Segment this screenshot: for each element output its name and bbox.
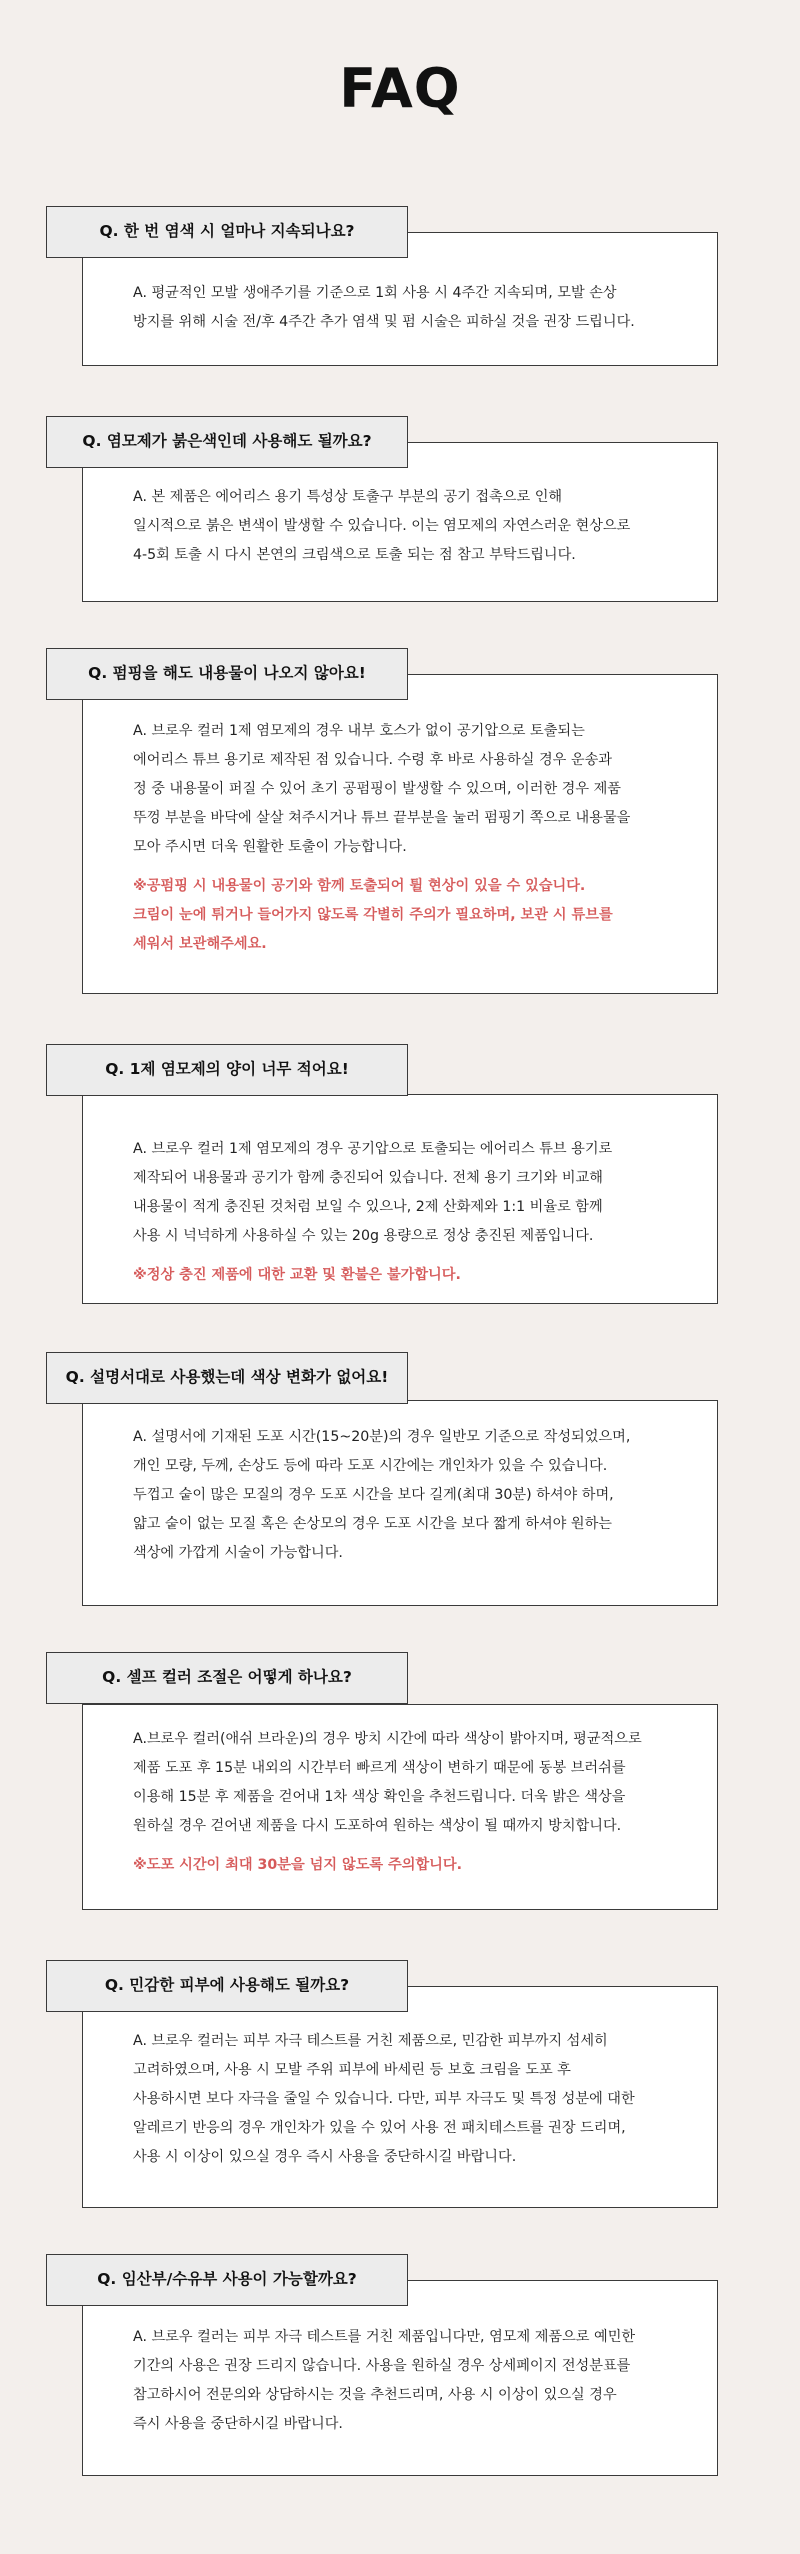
note-line: 세워서 보관해주세요. bbox=[133, 936, 267, 952]
note-line: ※공펌핑 시 내용물이 공기와 함께 토출되어 튈 현상이 있을 수 있습니다. bbox=[133, 878, 586, 894]
note-line: ※도포 시간이 최대 30분을 넘지 않도록 주의합니다. bbox=[133, 1857, 462, 1873]
answer-line: 사용 시 이상이 있으실 경우 즉시 사용을 중단하시길 바랍니다. bbox=[133, 2149, 517, 2165]
answer-line: 즉시 사용을 중단하시길 바랍니다. bbox=[133, 2416, 343, 2432]
answer-line: 4-5회 토출 시 다시 본연의 크림색으로 토출 되는 점 참고 부탁드립니다. bbox=[133, 547, 576, 563]
answer-line: A. 브로우 컬러는 피부 자극 테스트를 거친 제품으로, 민감한 피부까지 섬세히 bbox=[133, 2033, 608, 2049]
answer-line: A.브로우 컬러(애쉬 브라운)의 경우 방치 시간에 따라 색상이 밝아지며, 평균적으로 bbox=[133, 1731, 642, 1747]
answer-line: A. 평균적인 모발 생애주기를 기준으로 1회 사용 시 4주간 지속되며, 모발 손상 bbox=[133, 285, 617, 301]
answer-line: 내용물이 적게 충진된 것처럼 보일 수 있으나, 2제 산화제와 1:1 비율로 함께 bbox=[133, 1199, 603, 1215]
answer-line: 색상에 가깝게 시술이 가능합니다. bbox=[133, 1545, 343, 1561]
question-label[interactable]: Q. 설명서대로 사용했는데 색상 변화가 없어요! bbox=[46, 1352, 408, 1404]
answer-line: 원하실 경우 걷어낸 제품을 다시 도포하여 원하는 색상이 될 때까지 방치합니다. bbox=[133, 1818, 622, 1834]
question-label[interactable]: Q. 펌핑을 해도 내용물이 나오지 않아요! bbox=[46, 648, 408, 700]
answer-box bbox=[82, 2280, 718, 2476]
answer-line: 사용하시면 보다 자극을 줄일 수 있습니다. 다만, 피부 자극도 및 특정 성분에 대한 bbox=[133, 2091, 635, 2107]
answer-line: 고려하였으며, 사용 시 모발 주위 피부에 바세린 등 보호 크림을 도포 후 bbox=[133, 2062, 571, 2078]
answer-box bbox=[82, 1704, 718, 1910]
question-label[interactable]: Q. 셀프 컬러 조절은 어떻게 하나요? bbox=[46, 1652, 408, 1704]
question-label[interactable]: Q. 1제 염모제의 양이 너무 적어요! bbox=[46, 1044, 408, 1096]
answer-line: 모아 주시면 더욱 원활한 토출이 가능합니다. bbox=[133, 839, 407, 855]
answer-line: A. 브로우 컬러 1제 염모제의 경우 내부 호스가 없이 공기압으로 토출되는 bbox=[133, 723, 585, 739]
answer-line: 참고하시어 전문의와 상담하시는 것을 추천드리며, 사용 시 이상이 있으실 경우 bbox=[133, 2387, 617, 2403]
answer-line: A. 설명서에 기재된 도포 시간(15~20분)의 경우 일반모 기준으로 작성되었으며, bbox=[133, 1429, 631, 1445]
answer-line: 이용해 15분 후 제품을 걷어내 1차 색상 확인을 추천드립니다. 더욱 밝은 색상을 bbox=[133, 1789, 626, 1805]
answer-line: A. 브로우 컬러는 피부 자극 테스트를 거친 제품입니다만, 염모제 제품으로 예민한 bbox=[133, 2329, 636, 2345]
answer-box bbox=[82, 674, 718, 994]
answer-line: 정 중 내용물이 퍼질 수 있어 초기 공펌핑이 발생할 수 있으며, 이러한 경우 제품 bbox=[133, 781, 621, 797]
note-line: 크림이 눈에 튀거나 들어가지 않도록 각별히 주의가 필요하며, 보관 시 튜브를 bbox=[133, 907, 613, 923]
answer-box bbox=[82, 1986, 718, 2208]
answer-line: 에어리스 튜브 용기로 제작된 점 있습니다. 수령 후 바로 사용하실 경우 운송과 bbox=[133, 752, 612, 768]
question-label[interactable]: Q. 염모제가 붉은색인데 사용해도 될까요? bbox=[46, 416, 408, 468]
answer-line: 사용 시 넉넉하게 사용하실 수 있는 20g 용량으로 정상 충진된 제품입니다. bbox=[133, 1228, 594, 1244]
answer-box bbox=[82, 1400, 718, 1606]
answer-line: 얇고 숱이 없는 모질 혹은 손상모의 경우 도포 시간을 보다 짧게 하셔야 원하는 bbox=[133, 1516, 612, 1532]
answer-line: 제작되어 내용물과 공기가 함께 충진되어 있습니다. 전체 용기 크기와 비교해 bbox=[133, 1170, 603, 1186]
note-line: ※정상 충진 제품에 대한 교환 및 환불은 불가합니다. bbox=[133, 1267, 461, 1283]
answer-line: A. 본 제품은 에어리스 용기 특성상 토출구 부분의 공기 접촉으로 인해 bbox=[133, 489, 563, 505]
question-label[interactable]: Q. 임산부/수유부 사용이 가능할까요? bbox=[46, 2254, 408, 2306]
answer-line: A. 브로우 컬러 1제 염모제의 경우 공기압으로 토출되는 에어리스 튜브 용기로 bbox=[133, 1141, 613, 1157]
answer-line: 두껍고 숱이 많은 모질의 경우 도포 시간을 보다 길게(최대 30분) 하셔야 하며, bbox=[133, 1487, 614, 1503]
answer-line: 일시적으로 붉은 변색이 발생할 수 있습니다. 이는 염모제의 자연스러운 현상으로 bbox=[133, 518, 631, 534]
answer-line: 제품 도포 후 15분 내외의 시간부터 빠르게 색상이 변하기 때문에 동봉 브러쉬를 bbox=[133, 1760, 626, 1776]
answer-line: 개인 모량, 두께, 손상도 등에 따라 도포 시간에는 개인차가 있을 수 있습니다. bbox=[133, 1458, 608, 1474]
answer-line: 기간의 사용은 권장 드리지 않습니다. 사용을 원하실 경우 상세페이지 전성분표를 bbox=[133, 2358, 631, 2374]
page-title: FAQ bbox=[339, 57, 461, 120]
question-label[interactable]: Q. 한 번 염색 시 얼마나 지속되나요? bbox=[46, 206, 408, 258]
answer-line: 알레르기 반응의 경우 개인차가 있을 수 있어 사용 전 패치테스트를 권장 드리며, bbox=[133, 2120, 626, 2136]
answer-line: 방지를 위해 시술 전/후 4주간 추가 염색 및 펌 시술은 피하실 것을 권장 드립니다. bbox=[133, 314, 635, 330]
answer-line: 뚜껑 부분을 바닥에 살살 쳐주시거나 튜브 끝부분을 눌러 펌핑기 쪽으로 내용물을 bbox=[133, 810, 631, 826]
question-label[interactable]: Q. 민감한 피부에 사용해도 될까요? bbox=[46, 1960, 408, 2012]
answer-box bbox=[82, 1094, 718, 1304]
